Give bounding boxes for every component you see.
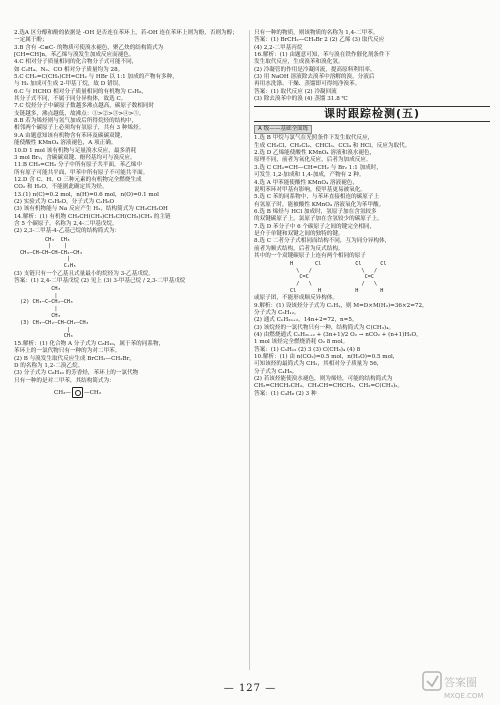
text-line: 5.选 C 苯的同系物中，与苯环直接相连的碳原子上 <box>254 194 380 201</box>
text-line: 发生取代反应，生成溴苯和溴化氢。 <box>254 59 344 66</box>
text-line: 含 5 个碳原子，名称为 2,4-二甲基戊烷。 <box>14 220 118 227</box>
text-line: 所有原子可能共平面，甲苯中所有原子不可能共平面。 <box>14 169 149 176</box>
watermark-text: 答案圈 <box>444 676 477 689</box>
formula-line: | | <box>20 243 67 250</box>
text-line: 10.解析：(1) 由 n(CO₂)=0.5 mol，n(H₂O)=0.5 mol， <box>254 354 399 360</box>
text-line: (2) 通式 CₙH₂ₙ₊₂，14n+2=72，n=5。 <box>254 317 358 324</box>
text-line: (2) 2,3-二甲基-4-乙基己烷的结构简式为： <box>14 228 121 235</box>
formula-line: Cl Cl <box>355 261 387 268</box>
text-line: 2.选A 区分醇和酚的依据是 -OH 是否连在苯环上，若-OH 连在苯环上则为酚，否则为醇； <box>14 30 238 36</box>
text-line: (2) B 与溴发生取代反应生成 BrCH₂—CH₂Br， <box>14 355 135 362</box>
level-tag: A 级——基础全面练 <box>254 125 312 134</box>
answer-line: 答案：(1) C₅H₁₂ (2) 3 (3) C(CH₃)₄ (4) 8 <box>254 346 361 353</box>
answer-line: 答案：(1) BrCH₂—CH₂Br 2 (2) 乙烯 (3) 取代反应 <box>254 37 385 44</box>
text-line: 或原子团，不能形成顺反异构体。 <box>254 295 338 302</box>
text-line: 16.解析：(1) 由题意可知，苯与溴在铁作催化剂条件下 <box>254 52 391 59</box>
text-line: 其分子式不同，不属于同分异构体，故选 C。 <box>14 96 127 103</box>
formula-line: H Cl <box>290 261 322 268</box>
formula-line: CH₃ <box>20 286 61 293</box>
text-line: (2) 若该烃能使溴水褪色，则为烯烃，可能的结构简式为 <box>254 376 393 383</box>
text-line: 1 mol 该烃完全燃烧消耗 O₂ 8 mol。 <box>254 339 349 346</box>
text-line: 9.A 由题意知该有机物含有苯环及碳碳双键， <box>14 132 126 139</box>
right-column <box>254 30 490 398</box>
text-line: 苯环上的一氯代物只有一种的为对二甲苯。 <box>14 348 121 355</box>
answer-line: 答案：(1) 2,4-二甲基戊烷 (2) 见上 (3) 3-甲基己烷 / 2,3-二甲基戊烷 <box>14 277 186 284</box>
text-line: (4) 2,2-二甲基丙烷 <box>254 44 303 51</box>
text-line: 能使酸性 KMnO₄ 溶液褪色，A 项正确。 <box>14 140 117 147</box>
text-line: 15.解析：(1) 化合物 A 分子式为 C₈H₁₀，属于苯的同系物， <box>14 341 165 348</box>
text-line: 10.D 1 mol 该有机物与足量溴水反应，最多消耗 <box>14 147 137 154</box>
formula-line: / \ <box>290 281 312 288</box>
formula-line: H H <box>355 287 384 294</box>
text-line: (3) 分子式为 C₈H₁₀ 的芳香烃，苯环上的一氯代物 <box>14 370 139 377</box>
formula-line: (3) CH₃—CH₂—CH—CH₂—CH₃ <box>20 320 89 327</box>
formula-line: | <box>20 306 58 313</box>
text-line: 可发生 1,2-加成和 1,4-加成，产物有 2 种。 <box>254 172 365 179</box>
formula-line: | <box>20 326 70 333</box>
trans-structure <box>355 261 386 294</box>
text-line: 再用水洗涤、干燥、蒸馏即可得纯净溴苯。 <box>254 81 361 88</box>
text-line: 3.B 含有 -C≡C- 的物质可使溴水褪色，聚乙炔的结构简式为 <box>14 44 164 51</box>
formula-line: | <box>20 256 70 263</box>
text-line: D 的名称为 1,2-二溴乙烷。 <box>14 363 84 370</box>
text-line: (3) 支链只有一个乙基且式量最小的烷烃为 3-乙基戊烷。 <box>14 270 154 277</box>
text-line: 相邻两个碳原子上必须均有氢原子，共有 3 种烯烃。 <box>14 125 145 132</box>
text-line: 只有一种的物质，则该物质的名称为 1,4-二甲苯。 <box>254 30 379 36</box>
text-line: 如 C₂H₄、N₂、CO 相对分子质量均为 28。 <box>14 66 124 73</box>
text-line: 2.选 D 乙烯能使酸性 KMnO₄ 溶液和溴水褪色， <box>254 150 376 157</box>
text-line: (2) 冷凝管的作用是冷凝回流，提高原料利用率。 <box>254 66 376 73</box>
answer-line: 答案：(1) 取代反应 (2) 冷凝回流 <box>254 88 337 95</box>
text-line: 7.选 D 苯分子中 6 个碳原子之间的键完全相同， <box>254 223 376 230</box>
text-line: 3 mol Br₂，含碳碳双键、酚羟基均可与溴反应。 <box>14 154 136 161</box>
left-lines <box>14 30 250 236</box>
formula-line: Cl H <box>290 287 322 294</box>
text-line: 说明苯环对甲基有影响，使甲基更易被氧化。 <box>254 186 366 193</box>
text-line: 只有一种的是对二甲苯，其结构简式为： <box>14 377 115 384</box>
text-line: 4.选 A 甲苯能使酸性 KMnO₄ 溶液褪色， <box>254 179 358 186</box>
ring-icon <box>72 387 83 398</box>
structural-formula <box>20 320 250 340</box>
text-line: 6.C 与 HCHO 相对分子质量相同的有机物为 C₂H₆， <box>14 88 147 95</box>
text-line: 3.选 C CH₂=CH—CH=CH₂ 与 Br₂ 1:1 加成时， <box>254 164 382 171</box>
structural-formula <box>20 286 250 319</box>
text-line: 前者为顺式结构，后者为反式结构。 <box>254 245 344 252</box>
text-line: 可知该烃的最简式为 CH₂，其相对分子质量为 56， <box>254 361 383 368</box>
text-line: 原理不同，前者为氧化反应，后者为加成反应。 <box>254 157 372 164</box>
formula-line: / \ <box>355 281 378 288</box>
text-line: 12.D 含 C、H、O 三种元素的有机物完全燃烧生成 <box>14 176 142 183</box>
text-line: 4.C 相对分子质量相同的化合物分子式可能不同， <box>14 59 138 66</box>
text-line: 分子式为 C₄H₈。 <box>254 368 298 375</box>
structural-formula <box>20 237 250 270</box>
text-line: 有氢原子时，能被酸性 KMnO₄ 溶液氧化为苯甲酸。 <box>254 201 385 208</box>
left-column <box>14 30 250 400</box>
formula-line: \ / <box>355 267 378 274</box>
formula-line: C=C <box>355 274 374 281</box>
text-line: 一定属于酚； <box>14 37 48 44</box>
formula-line: (2) CH₃—C—CH₂—CH₃ <box>20 299 74 306</box>
text-line: 8.B 若为烯烃则与氢气加成后所得烷烃的结构中， <box>14 118 138 125</box>
text-line: 11.B CH₂=CH₂ 分子中所有原子共平面，苯乙烯中 <box>14 162 142 169</box>
cis-trans-structures <box>284 260 490 295</box>
benzene-ring-icon: CH₃— —CH₃ <box>54 387 250 398</box>
text-line: 是介于单键和双键之间的独特的键。 <box>254 230 344 237</box>
text-line: 8.选 C 二者分子式相同而结构不同，互为同分异构体， <box>254 238 391 245</box>
answer-line: (3) 除去溴苯中的溴 (4) 蒸馏 31.8 ℃ <box>254 96 348 103</box>
text-line: 7.C 烷烃分子中碳原子数越多沸点越高，碳原子数相同时 <box>14 103 155 110</box>
cis-structure <box>290 261 321 294</box>
text-line: 14.解析：(1) 有机物 CH₃CH(CH₃)CH₂CH(CH₃)CH₃ 的主链 <box>14 213 171 220</box>
text-line: CH₂=CHCH₂CH₃、CH₃CH=CHCH₃、CH₂=C(CH₃)₂。 <box>254 383 404 390</box>
formula-line: C₂H₅ <box>20 263 77 269</box>
watermark-logo-icon <box>422 671 494 701</box>
formula-line: | <box>20 292 58 299</box>
formula-line: CH₃ CH₃ <box>20 236 70 243</box>
text-line: 与 H₂ 加成可生成 2-甲基丁烷，故 D 错误。 <box>14 81 124 88</box>
page-number: — 127 — <box>223 683 277 694</box>
text-line: 13.(1) n(C)=0.2 mol，n(H)=0.6 mol，n(O)=0.1 mol <box>14 191 159 198</box>
text-line: 其中的一个双键碳原子上连有两个相同的原子 <box>254 252 366 259</box>
text-line: (3) 用 NaOH 溶液除去溴苯中溶解的溴，分液后 <box>254 74 375 81</box>
text-line: 生成 CH₃Cl、CH₂Cl₂、CHCl₃、CCl₄ 和 HCl，反应为取代。 <box>254 142 411 149</box>
text-line: (4) 由燃烧通式 CₙH₂ₙ₊₂ + (3n+1)/2 O₂ → nCO₂ + (n+1)H₂O， <box>254 331 422 338</box>
text-line: 1.选 B 甲烷与氯气在光照条件下发生取代反应， <box>254 135 374 142</box>
answer-line: 答案：(1) C₄H₈ (2) 3 种 <box>254 390 317 397</box>
text-line: (3) 该有机物能与 Na 反应产生 H₂，结构简式为 CH₃CH₂OH <box>14 206 168 213</box>
formula-line: C=C <box>290 274 309 281</box>
formula-line: CH₃ <box>20 312 61 319</box>
text-line: (3) 该烷烃的一氯代物只有一种，结构简式为 C(CH₃)₄。 <box>254 324 395 331</box>
text-line: 分子式为 C₅H₁₂。 <box>254 309 300 316</box>
section-title: 课时跟踪检测(五) <box>254 106 490 122</box>
text-line: CO₂ 和 H₂O，不能据此确定其为烃。 <box>14 184 108 191</box>
text-line: [CH=CH]n，苯乙烯与溴发生加成反应而褪色。 <box>14 52 135 59</box>
text-line: 的双键碳原子上，氯原子加在含氢较少的碳原子上。 <box>254 216 383 223</box>
text-line: 支链越多，沸点越低，故沸点：①>②>③>④>⑤。 <box>14 110 145 117</box>
watermark-sub: MXQE.COM <box>444 692 484 700</box>
text-line: 6.选 B 烯烃与 HCl 加成时，氢原子加在含氢较多 <box>254 208 377 215</box>
formula-line: CH₃ <box>20 333 74 340</box>
text-line: (2) 实验式为 C₂H₆O，分子式为 C₂H₆O <box>14 198 115 205</box>
formula-line: CH₃—CH—CH—CH—CH₂—CH₃ <box>20 249 83 256</box>
text-line: 5.C CH₂=C(CH₃)CH=CH₂ 与 HBr 以 1:1 加成的产物有多种， <box>14 74 178 81</box>
text-line: 9.解析：(1) 设该烃分子式为 CₓHᵧ，则 M=D×M(H₂)=36×2=72， <box>254 302 428 309</box>
formula-line: \ / <box>290 267 312 274</box>
